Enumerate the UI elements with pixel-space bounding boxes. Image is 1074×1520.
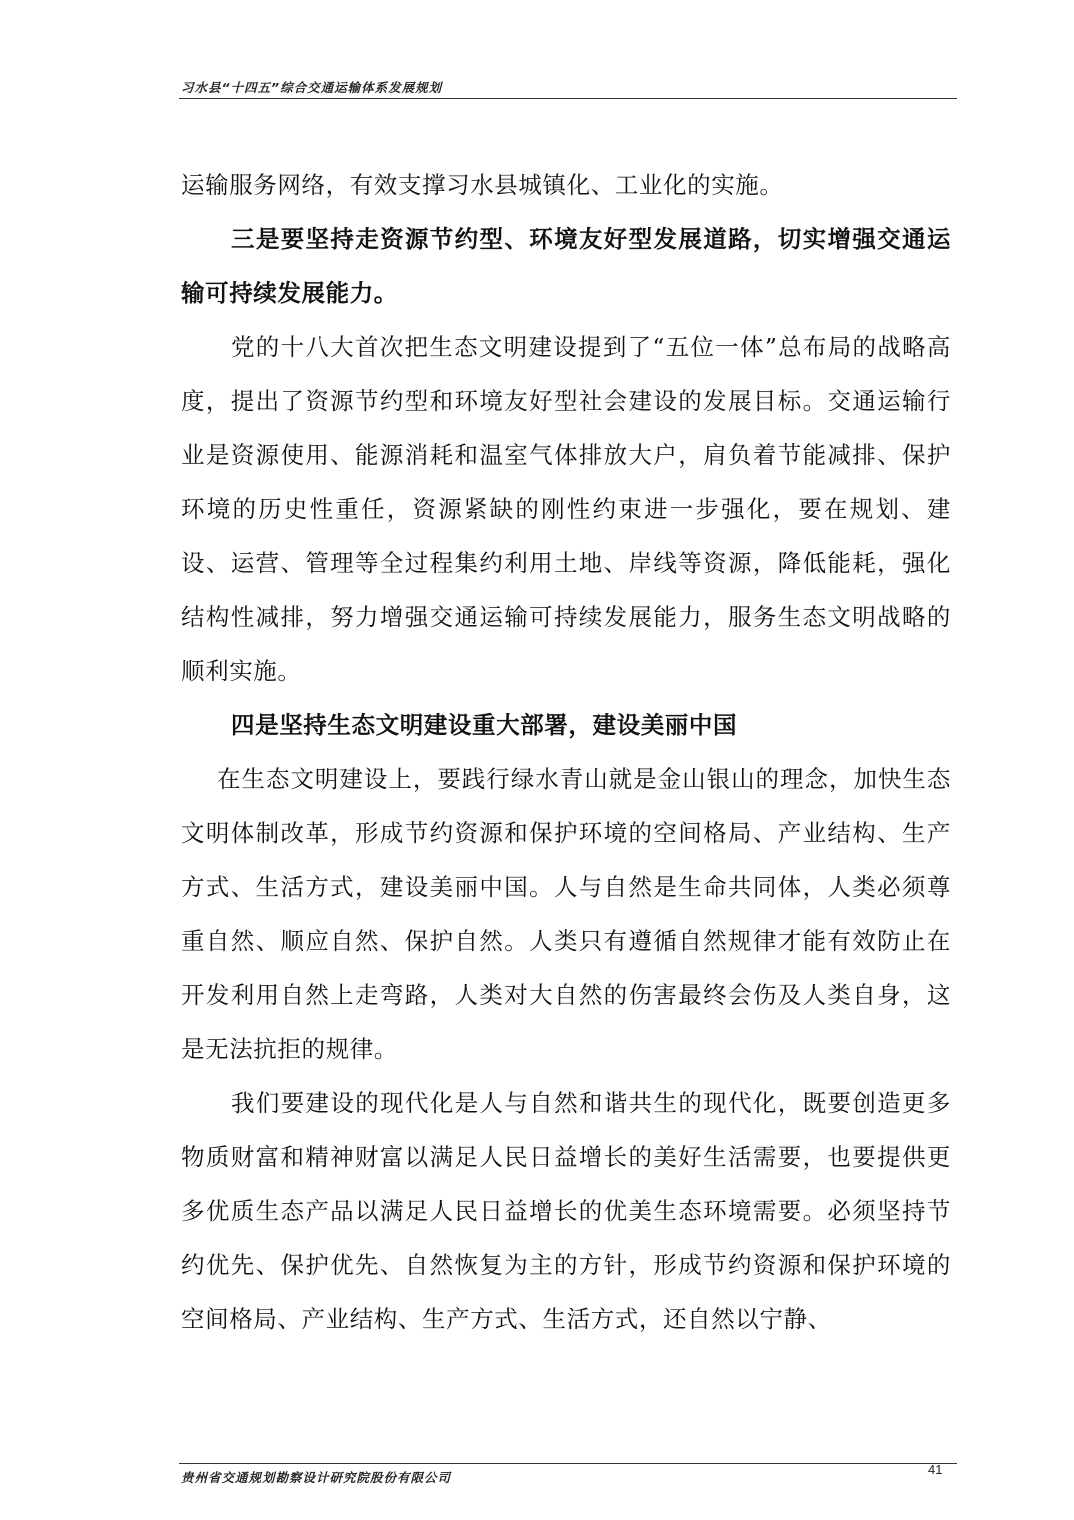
footer-organization: 贵州省交通规划勘察设计研究院股份有限公司	[181, 1470, 452, 1485]
running-header: 习水县“十四五”综合交通运输体系发展规划	[181, 80, 443, 95]
section-heading-4: 四是坚持生态文明建设重大部署，建设美丽中国	[231, 711, 738, 739]
header-divider	[179, 98, 957, 99]
document-body	[181, 158, 951, 1346]
page-number: 41	[928, 1462, 943, 1477]
section-heading-3: 三是要坚持走资源节约型、环境友好型发展道路，切实增强交通运输可持续发展能力。	[181, 225, 951, 307]
paragraph-modernization: 我们要建设的现代化是人与自然和谐共生的现代化，既要创造更多物质财富和精神财富以满足人民日益增长的美好生活需要，也要提供更多优质生态产品以满足人民日益增长的优美生态环境需要。必须坚持节约优先、保护优先、自然恢复为主的方针，形成节约资源和保护环境的空间格局、产业结构、生产方式、生活方式，还自然以宁静、	[181, 1089, 951, 1333]
paragraph-ecological-civilization: 党的十八大首次把生态文明建设提到了“五位一体”总布局的战略高度，提出了资源节约型和环境友好型社会建设的发展目标。交通运输行业是资源使用、能源消耗和温室气体排放大户，肩负着节能减排、保护环境的历史性重任，资源紧缺的刚性约束进一步强化，要在规划、建设、运营、管理等全过程集约利用土地、岸线等资源，降低能耗，强化结构性减排，努力增强交通运输可持续发展能力，服务生态文明战略的顺利实施。	[181, 333, 951, 685]
paragraph-green-mountains: 在生态文明建设上，要践行绿水青山就是金山银山的理念，加快生态文明体制改革，形成节约资源和保护环境的空间格局、产业结构、生产方式、生活方式，建设美丽中国。人与自然是生命共同体，人类必须尊重自然、顺应自然、保护自然。人类只有遵循自然规律才能有效防止在开发利用自然上走弯路，人类对大自然的伤害最终会伤及人类自身，这是无法抗拒的规律。	[181, 765, 951, 1063]
footer-divider	[179, 1463, 957, 1464]
paragraph-continuation: 运输服务网络，有效支撑习水县城镇化、工业化的实施。	[181, 171, 784, 199]
